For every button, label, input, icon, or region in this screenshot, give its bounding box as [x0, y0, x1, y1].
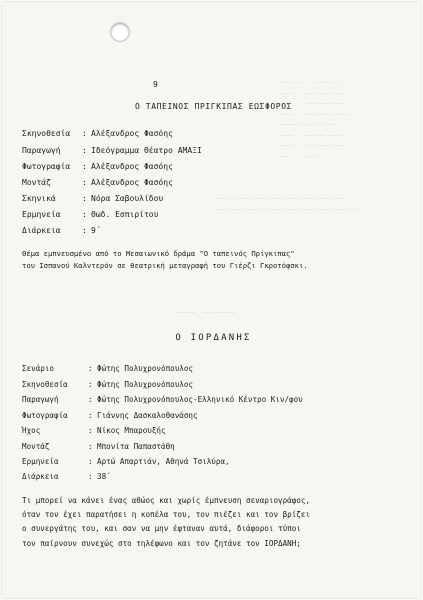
credit-label: Διάρκεια — [22, 226, 61, 235]
credit-value: Φώτης Πολυχρονόπουλος — [97, 364, 194, 373]
credit-value: Αλέξανδρος Φασόης — [91, 178, 173, 187]
film2-title: Ο ΙΟΡΔΑΝΗΣ — [175, 333, 252, 343]
credit-value: 38΄ — [97, 472, 111, 481]
colon: : — [82, 226, 87, 235]
colon: : — [82, 146, 87, 155]
credit-value: Αλέξανδρος Φασόης — [91, 129, 173, 138]
colon: : — [88, 411, 93, 420]
credit-label: Σκηνοθεσία — [22, 380, 68, 389]
show-through-text: ——— —— ——— ——— ———— ——— ———— ——— ——— ——— ——— ——— —— ——— ———— ——— ——— ———— —— — [216, 195, 357, 213]
credit-value: Φώτης Πολυχρονόπουλος — [97, 380, 194, 389]
film1-description — [22, 248, 414, 271]
film1-title: Ο ΤΑΠΕΙΝΟΣ ΠΡΙΓΚΙΠΑΣ ΕΩΣΦΟΡΟΣ — [134, 102, 293, 111]
credit-value: Νίκος Μπαρουξής — [97, 426, 166, 435]
page-number: 9 — [153, 80, 158, 89]
credit-row — [22, 178, 173, 188]
credit-row — [22, 442, 175, 452]
credit-row — [22, 472, 111, 482]
description-line: όταν τον έχει παρατήσει η κοπέλα του, τον πιέζει και τον βρίζει — [22, 510, 311, 520]
credit-row — [22, 226, 101, 236]
credit-row — [22, 395, 303, 405]
credit-label: Ερμηνεία — [22, 457, 59, 466]
colon: : — [82, 129, 87, 138]
credit-label: Σενάριο — [22, 364, 55, 373]
credit-label: Ήχος — [22, 426, 41, 435]
credit-row — [22, 426, 166, 436]
credit-value: 9΄ — [91, 226, 101, 235]
film2-description — [22, 494, 414, 551]
credit-row — [22, 411, 198, 421]
credit-value: Μπονίτα Παπαστάθη — [97, 442, 175, 451]
credit-row — [22, 364, 193, 374]
document-page — [2, 2, 421, 598]
credit-row — [22, 129, 173, 139]
description-line: τον παίρνουν συνεχώς στο τηλέφωνο και τον ζητάνε τον ΙΟΡΔΑΝΗ; — [22, 538, 301, 548]
description-line: Θέμα εμπνευσμένο από το Μεσαιωνικό δράμα "Ο ταπεινός Πρίγκιπας" — [22, 249, 295, 258]
colon: : — [88, 380, 93, 389]
show-through-text: —————— ——— ————— — [174, 309, 236, 316]
credit-label: Παραγωγή — [22, 395, 59, 404]
credit-label: Ερμηνεία — [22, 210, 61, 219]
credit-label: Σκηνικά — [22, 194, 56, 203]
description-line: Τι μπορεί να κάνει ένας αθώος και χωρίς έμπνευση σεναριογράφος, — [22, 496, 311, 505]
credit-value: Γιάννης Δασκαλοθανάσης — [97, 411, 198, 420]
credit-value: Νόρα Σαβουλίδου — [91, 194, 164, 203]
colon: : — [88, 364, 93, 373]
colon: : — [88, 426, 93, 435]
description-line: ο συνεργάτης του, και σαν να μην έφταναν αυτά, διάφοροι τύποι — [22, 524, 301, 534]
credit-label: Φωτογραφία — [22, 411, 68, 420]
punch-hole — [110, 22, 130, 42]
colon: : — [82, 194, 87, 203]
credit-label: Παραγωγή — [22, 146, 61, 155]
credit-label: Διάρκεια — [22, 472, 59, 481]
credit-row — [22, 457, 230, 467]
credit-row — [22, 210, 158, 220]
credit-value: Αρτώ Απαρτιάν, Αθηνά Τσιλύρα, — [97, 457, 230, 466]
colon: : — [88, 457, 93, 466]
credit-label: Σκηνοθεσία — [22, 129, 71, 138]
description-line: του Ισπανού Καλντερόν σε θεατρική μεταγραφή του Γιέρζι Γκροτόφσκι. — [22, 260, 308, 270]
credit-row — [22, 146, 202, 156]
credit-value: Θωδ. Εσπιρίτου — [91, 210, 159, 219]
credit-label: Φωτογραφία — [22, 162, 71, 171]
credit-value: Αλέξανδρος Φασόης — [91, 162, 173, 171]
colon: : — [82, 162, 87, 171]
credit-row — [22, 162, 173, 172]
colon: : — [82, 178, 87, 187]
credit-value: Ιδεόγραμμα Θέατρο AMAΞΙ — [91, 146, 202, 155]
credit-label: Μοντάζ — [22, 442, 50, 451]
show-through-text: ——— —— — — ——— — ———— ——— ———— —— ——— ——— —— ——— ———— ———— ——— —— — ————— ——— ——— —— ———— ——— —— ——— — ———— ——— —— ——— ——— —— —— — [278, 79, 351, 160]
colon: : — [82, 210, 87, 219]
credit-value: Φώτης Πολυχρονόπουλος-Ελληνικό Κέντρο Κιν/φου — [97, 395, 303, 404]
colon: : — [88, 442, 93, 451]
credit-row — [22, 194, 163, 204]
credit-row — [22, 380, 193, 390]
credit-label: Μοντάζ — [22, 178, 51, 187]
colon: : — [88, 395, 93, 404]
colon: : — [88, 472, 93, 481]
